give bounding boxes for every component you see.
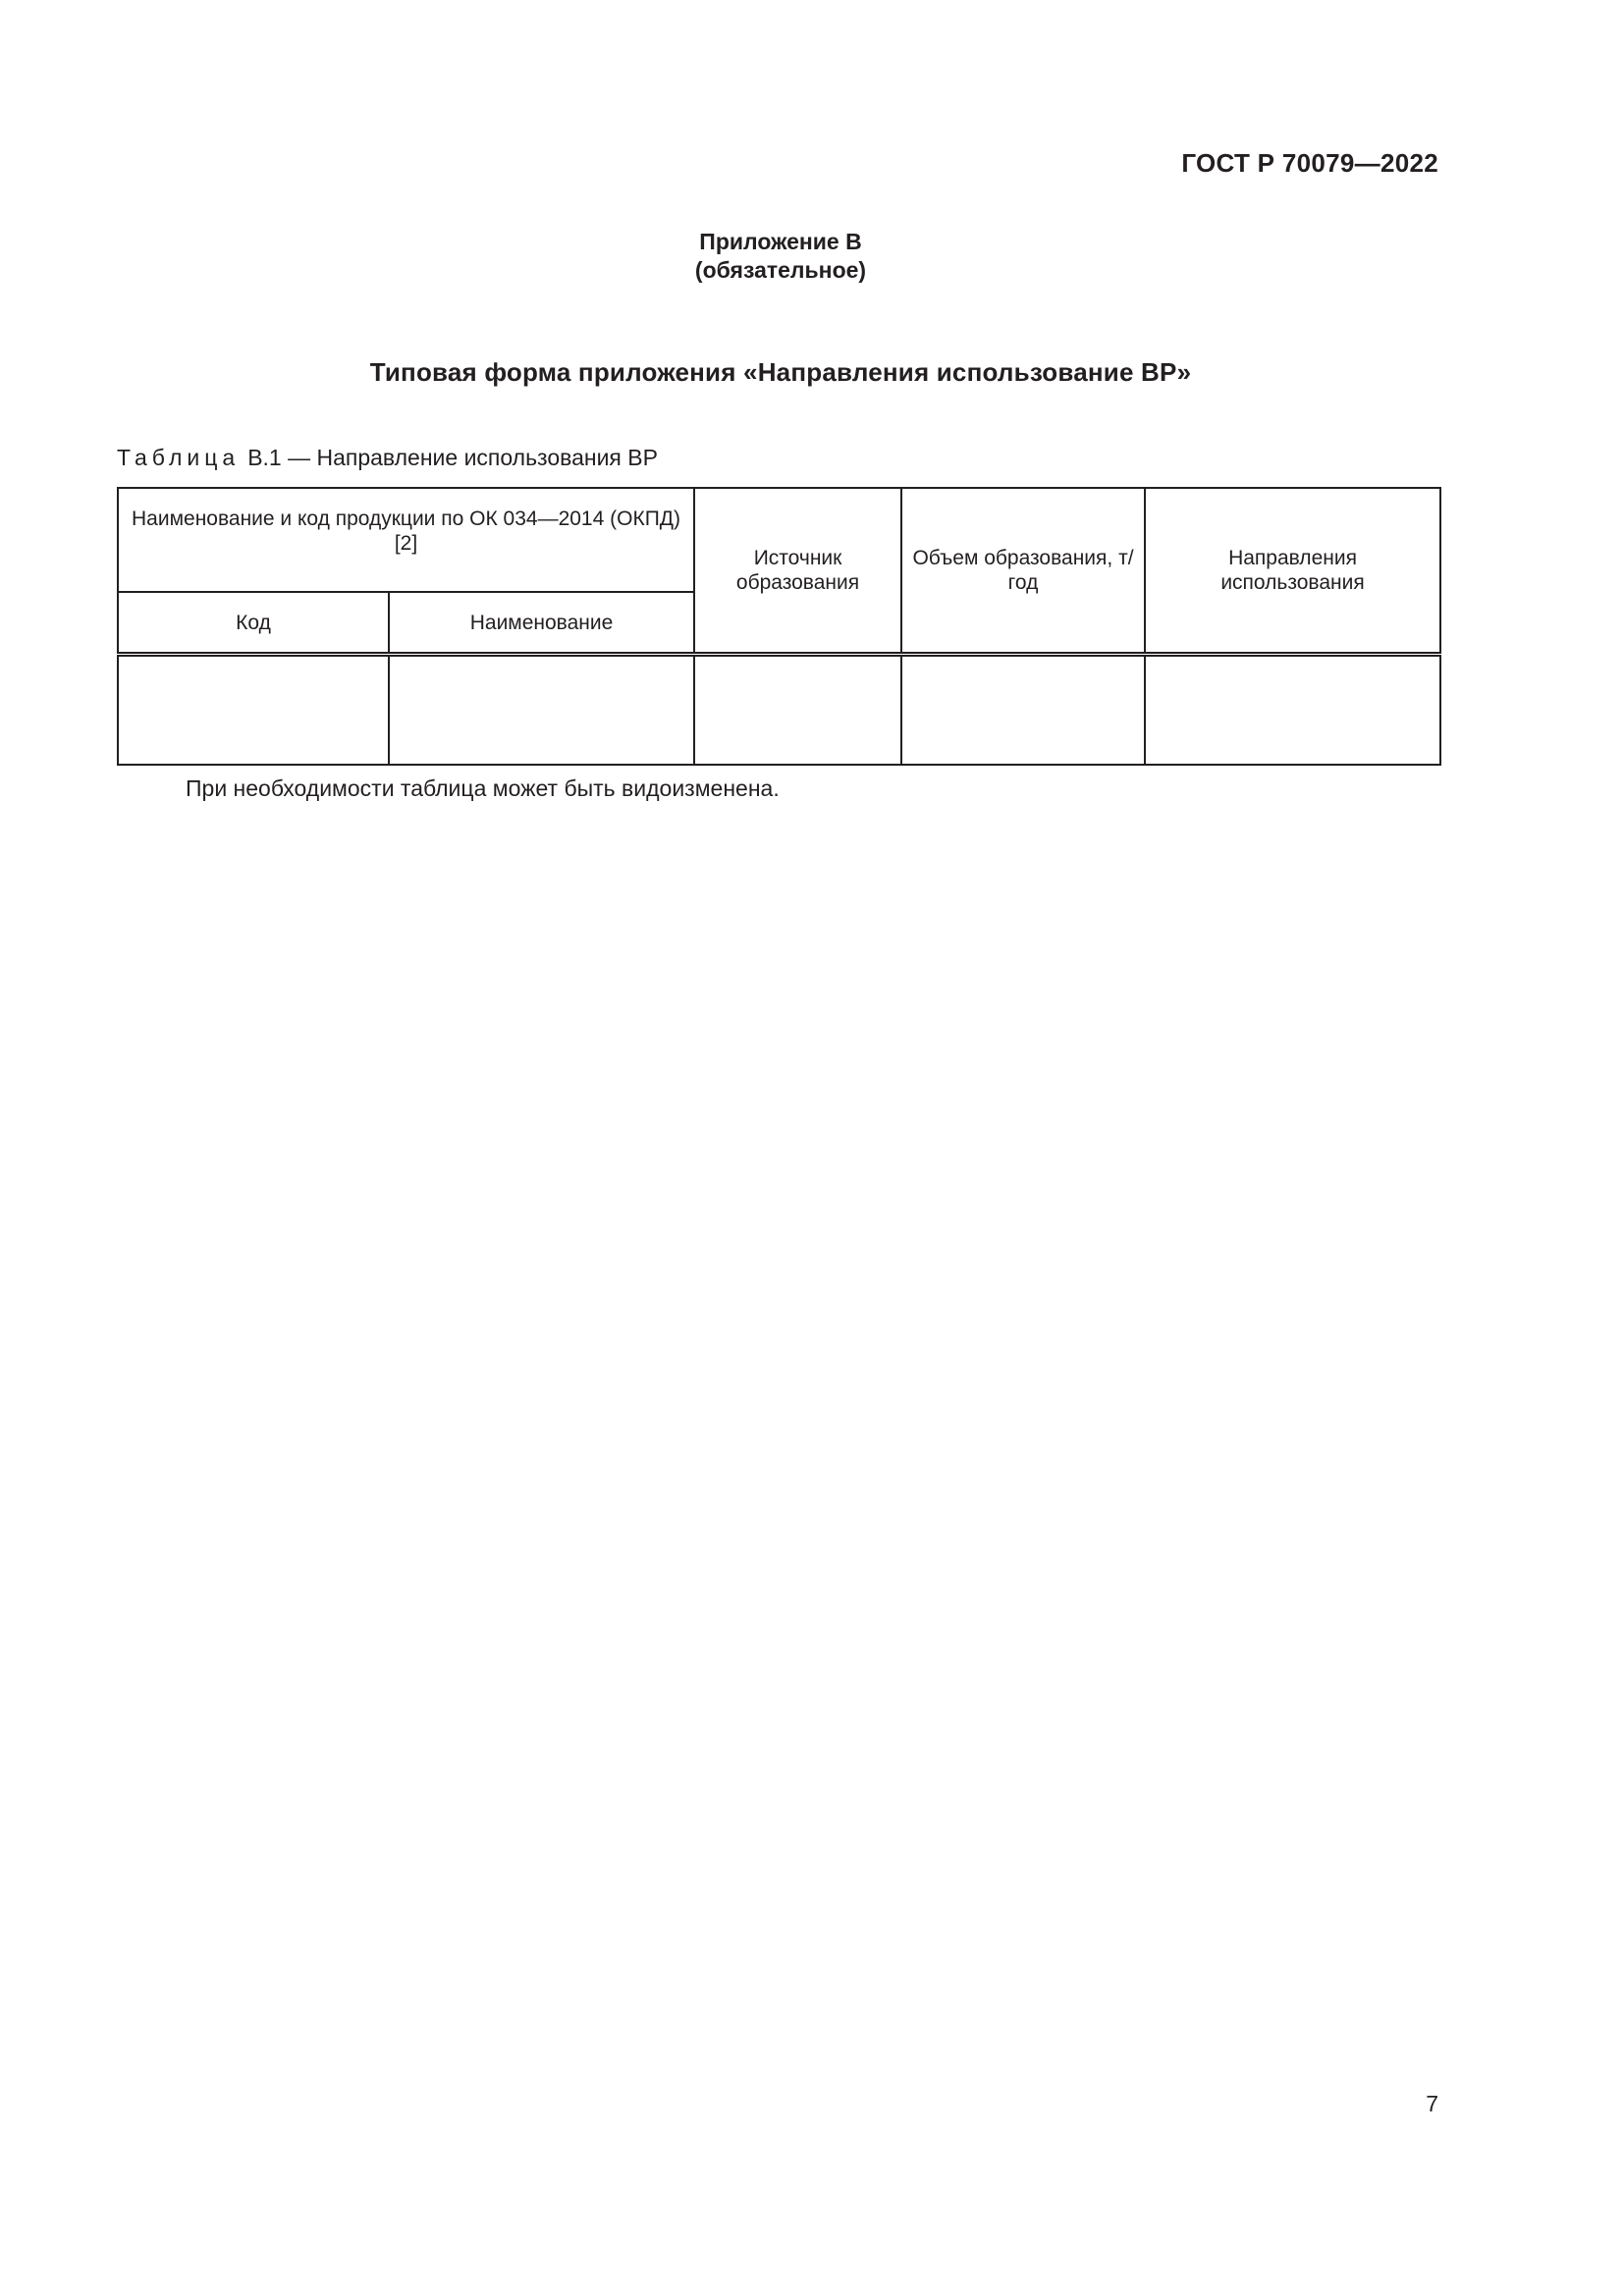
header-directions: Направления использования bbox=[1145, 488, 1440, 655]
cell-source bbox=[694, 655, 901, 766]
header-product-group: Наименование и код продукции по ОК 034—2014 (ОКПД) [2] bbox=[118, 488, 694, 592]
document-code: ГОСТ Р 70079—2022 bbox=[1181, 148, 1438, 178]
appendix-status: (обязательное) bbox=[694, 257, 867, 283]
header-volume: Объем образования, т/год bbox=[901, 488, 1145, 655]
table-row bbox=[118, 655, 1440, 766]
table-caption bbox=[117, 445, 658, 471]
header-code: Код bbox=[118, 592, 389, 655]
table-caption-text: В.1 — Направление использования ВР bbox=[247, 445, 658, 470]
form-title: Типовая форма приложения «Направления использование ВР» bbox=[369, 357, 1192, 387]
appendix-title: Приложение В bbox=[699, 229, 862, 254]
table-note: При необходимости таблица может быть видоизменена. bbox=[186, 775, 780, 801]
table-caption-word: Таблица bbox=[117, 445, 241, 470]
cell-code bbox=[118, 655, 389, 766]
appendix-heading bbox=[0, 228, 1561, 285]
usage-directions-table bbox=[117, 487, 1441, 766]
cell-directions bbox=[1145, 655, 1440, 766]
table-header-row bbox=[118, 488, 1440, 592]
cell-name bbox=[389, 655, 694, 766]
header-name: Наименование bbox=[389, 592, 694, 655]
page-number: 7 bbox=[1426, 2091, 1438, 2116]
header-source: Источник образования bbox=[694, 488, 901, 655]
cell-volume bbox=[901, 655, 1145, 766]
